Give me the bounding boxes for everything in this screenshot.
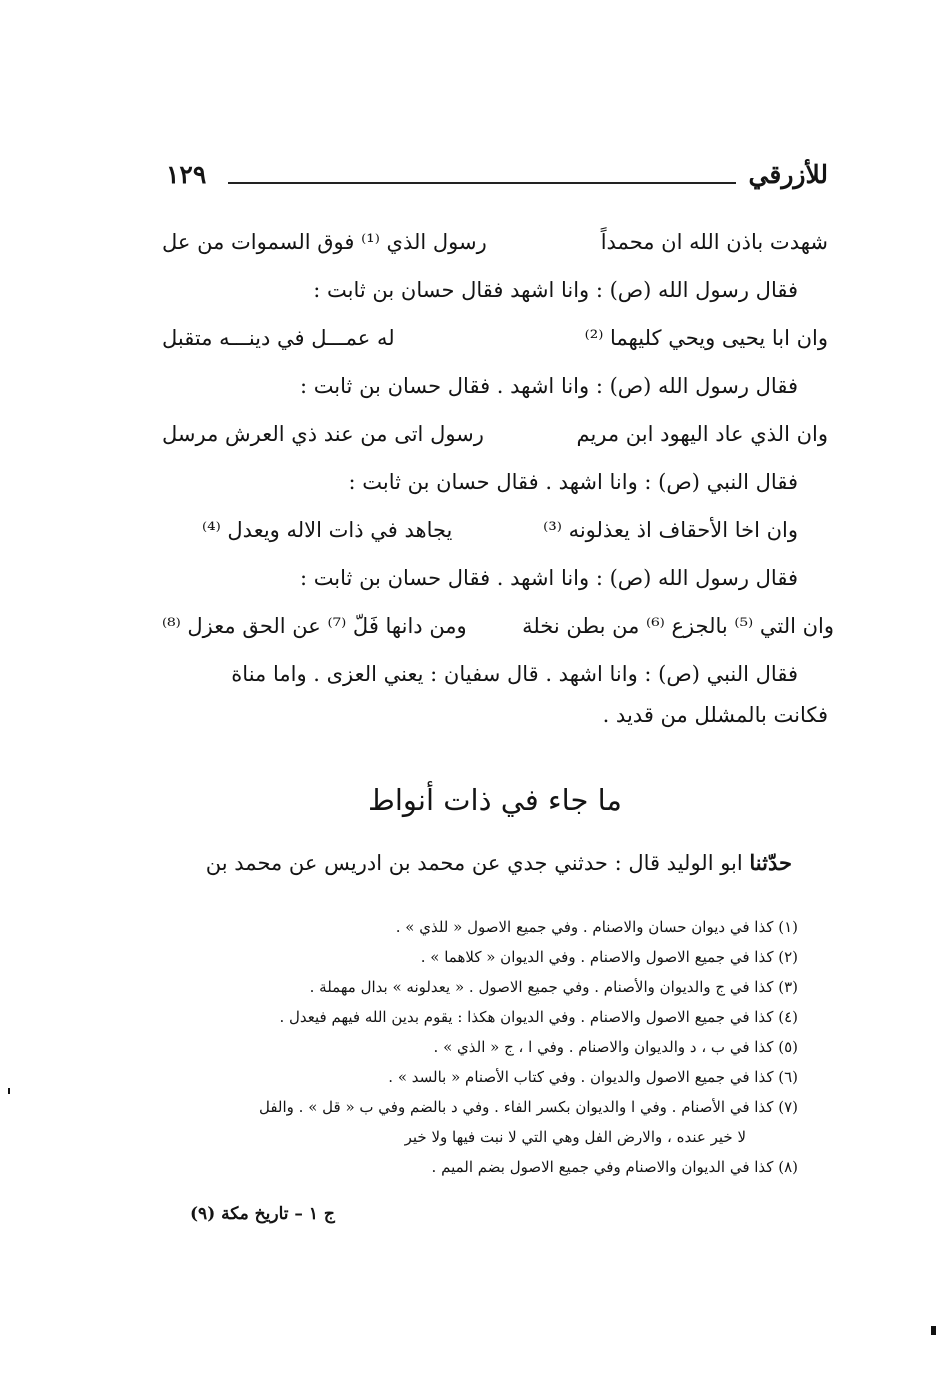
main-text <box>162 218 834 732</box>
prose-line: فقال رسول الله (ص) : وانا اشهد فقال حسان بن ثابت : <box>313 278 798 302</box>
verse-first-hemistich: وان التي ⁽⁵⁾ بالجزع ⁽⁶⁾ من بطن نخلة <box>522 614 834 638</box>
prose-line: فقال النبي (ص) : وانا اشهد . قال سفيان : يعني العزى . واما مناة <box>231 662 798 686</box>
verse-second-hemistich: ومن دانها فَلّ ⁽⁷⁾ عن الحق معزل ⁽⁸⁾ <box>162 614 467 638</box>
header-rule <box>228 182 736 184</box>
prose-line: فقال رسول الله (ص) : وانا اشهد . فقال حسان بن ثابت : <box>299 566 798 590</box>
footnote-continuation: لا خير عنده ، والارض الفل وهي التي لا نبت فيها ولا خير <box>404 1128 746 1146</box>
running-header <box>166 160 828 204</box>
printer-signature: ج ١ – تاريخ مكة (٩) <box>190 1204 335 1224</box>
prose-line: فقال رسول الله (ص) : وانا اشهد . فقال حسان بن ثابت : <box>299 374 798 398</box>
hadith-lead-word: حدّثنا <box>749 850 792 875</box>
footnotes <box>162 912 798 1182</box>
verse-first-hemistich: وان ابا يحيى ويحي كليهما ⁽²⁾ <box>584 326 828 350</box>
verse-line <box>162 314 828 362</box>
verse-second-hemistich: له عمـــل في دينـــه متقبل <box>162 326 395 350</box>
scan-speck <box>8 1088 10 1094</box>
verse-first-hemistich: وان الذي عاد اليهود ابن مريم <box>576 422 828 446</box>
footnote: (٨) كذا في الديوان والاصنام وفي جميع الاصول بضم الميم . <box>431 1158 798 1176</box>
verse-first-hemistich: وان اخا الأحقاف اذ يعذلونه ⁽³⁾ <box>543 518 798 542</box>
hadith-text: ابو الوليد قال : حدثني جدي عن محمد بن ادريس عن محمد بن <box>205 851 750 875</box>
footnote: (٥) كذا في ب ، د والديوان والاصنام . وفي ا ، ج « الذي » . <box>433 1038 798 1056</box>
prose-line: فكانت بالمشلل من قديد . <box>602 703 828 727</box>
prose-line: فقال النبي (ص) : وانا اشهد . فقال حسان بن ثابت : <box>348 470 798 494</box>
footnote: (٦) كذا في جميع الاصول والديوان . وفي كتاب الأصنام « بالسد » . <box>388 1068 798 1086</box>
section-heading: ما جاء في ذات أنواط <box>368 783 622 817</box>
verse-line <box>162 506 828 554</box>
verse-first-hemistich: شهدت باذن الله ان محمداً <box>600 230 828 254</box>
verse-second-hemistich: يجاهد في ذات الاله ويعدل ⁽⁴⁾ <box>202 518 453 542</box>
footnote: (٧) كذا في الأصنام . وفي ا والديوان بكسر الفاء . وفي د بالضم وفي ب « قل » . والفل <box>258 1098 798 1116</box>
scan-speck <box>931 1326 936 1335</box>
footnote: (١) كذا في ديوان حسان والاصنام . وفي جميع الاصول « للذي » . <box>395 918 798 936</box>
verse-second-hemistich: رسول اتى من عند ذي العرش مرسل <box>162 422 484 446</box>
verse-second-hemistich: رسول الذي ⁽¹⁾ فوق السموات من عل <box>162 230 487 254</box>
footnote: (٤) كذا في جميع الاصول والاصنام . وفي الديوان هكذا : يقوم بدين الله فيهم فيعدل . <box>279 1008 798 1026</box>
footnote: (٢) كذا في جميع الاصول والاصنام . وفي الديوان « كلاهما » . <box>420 948 798 966</box>
running-title: للأزرقي <box>748 160 828 189</box>
section-first-line <box>162 843 792 883</box>
page-number: ١٢٩ <box>166 160 207 189</box>
verse-line <box>162 602 834 650</box>
footnote: (٣) كذا في ج والديوان والأصنام . وفي جميع الاصول . « يعدلونه » بدال مهملة . <box>309 978 798 996</box>
verse-line <box>162 218 828 266</box>
verse-line <box>162 410 828 458</box>
